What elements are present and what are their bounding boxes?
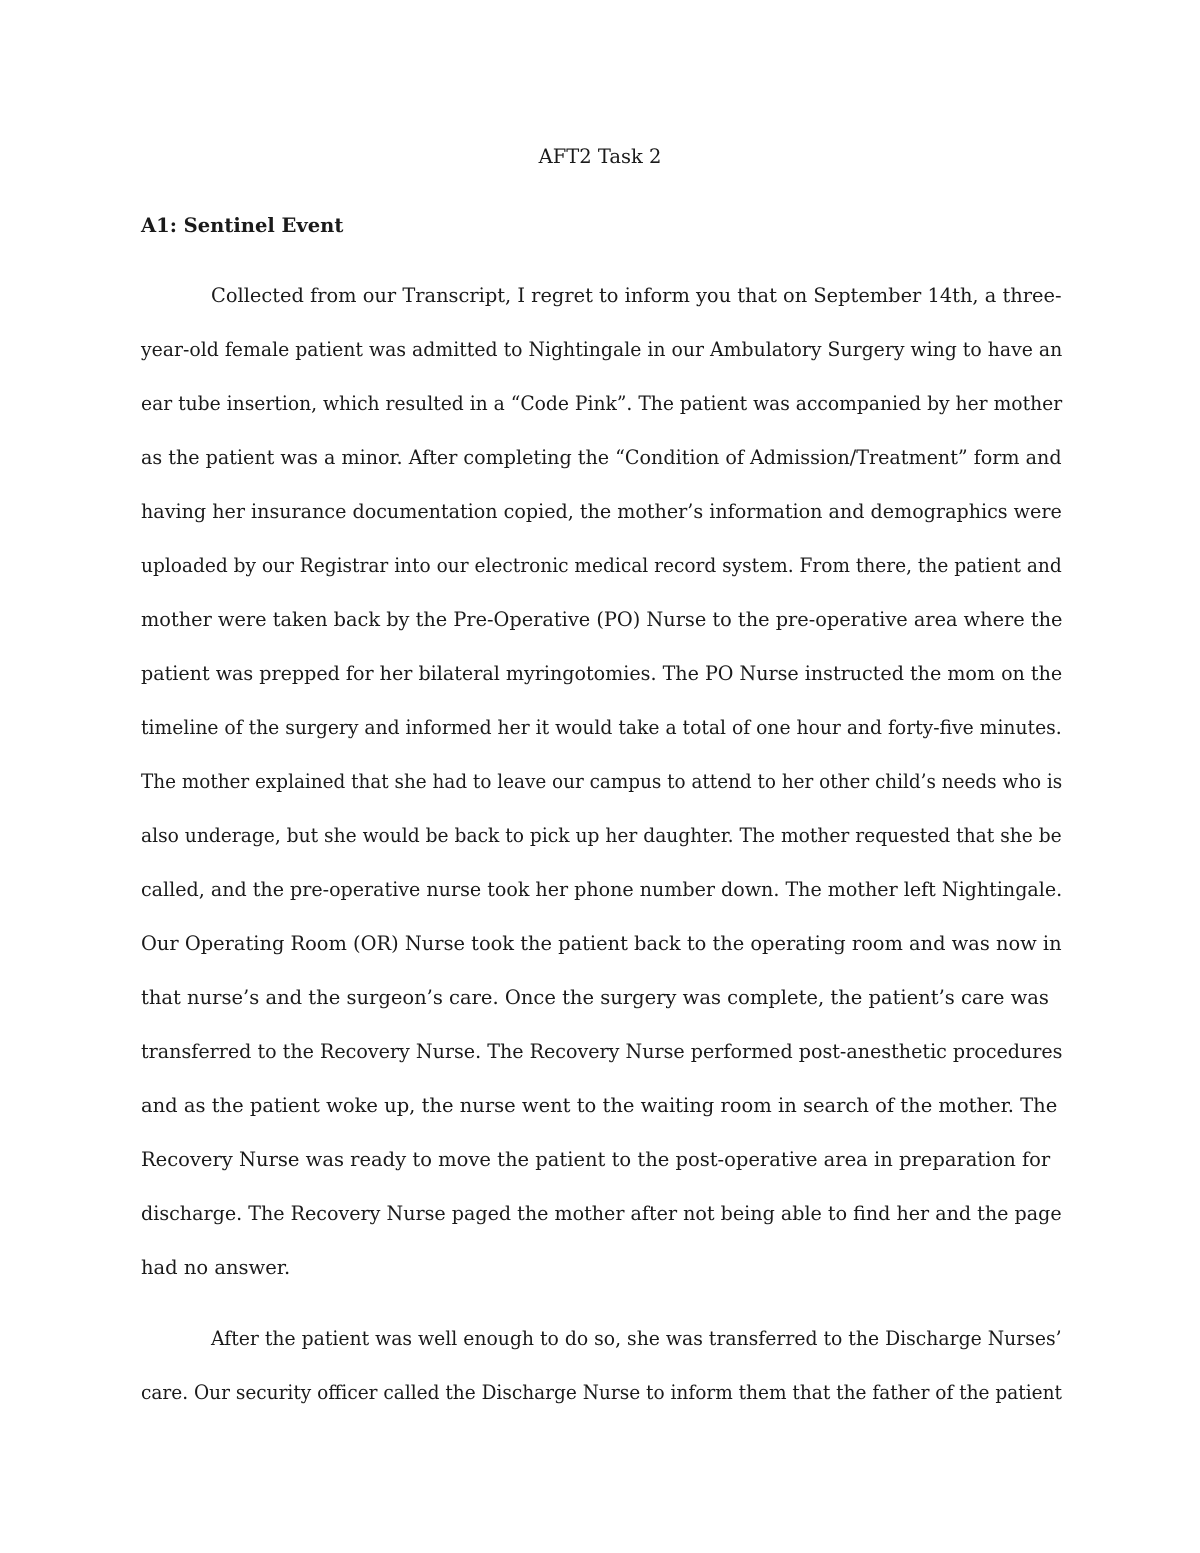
paragraph-line: uploaded by our Registrar into our electronic medical record system. From there, the patient and: [141, 554, 1062, 577]
paragraph-line: After the patient was well enough to do so, she was transferred to the Discharge Nurses’: [211, 1327, 1062, 1350]
paragraph-line: and as the patient woke up, the nurse went to the waiting room in search of the mother. The: [141, 1094, 1058, 1117]
paragraph-line: as the patient was a minor. After completing the “Condition of Admission/Treatment” form and: [141, 446, 1062, 469]
paragraph-line: timeline of the surgery and informed her it would take a total of one hour and forty-five minutes.: [141, 716, 1062, 739]
paragraph-line: ear tube insertion, which resulted in a “Code Pink”. The patient was accompanied by her mother: [141, 392, 1063, 415]
section-heading: A1: Sentinel Event: [141, 214, 344, 237]
paragraph-line: also underage, but she would be back to pick up her daughter. The mother requested that she be: [141, 824, 1062, 847]
paragraph-line: year-old female patient was admitted to Nightingale in our Ambulatory Surgery wing to have an: [141, 338, 1063, 361]
paragraph-line: Our Operating Room (OR) Nurse took the patient back to the operating room and was now in: [141, 932, 1062, 955]
paragraph-line: discharge. The Recovery Nurse paged the mother after not being able to find her and the page: [141, 1202, 1062, 1225]
document-title: AFT2 Task 2: [538, 145, 662, 168]
paragraph-line: Recovery Nurse was ready to move the patient to the post-operative area in preparation for: [141, 1148, 1051, 1171]
paragraph-line: called, and the pre-operative nurse took her phone number down. The mother left Nightingale.: [141, 878, 1063, 901]
paragraph-line: had no answer.: [141, 1256, 291, 1279]
paragraph-line: care. Our security officer called the Discharge Nurse to inform them that the father of the patient: [141, 1381, 1062, 1404]
paragraph-line: Collected from our Transcript, I regret to inform you that on September 14th, a three-: [211, 284, 1062, 307]
paragraph-line: that nurse’s and the surgeon’s care. Once the surgery was complete, the patient’s care was: [141, 986, 1049, 1009]
paragraph-line: having her insurance documentation copied, the mother’s information and demographics were: [141, 500, 1062, 523]
paragraph-line: transferred to the Recovery Nurse. The Recovery Nurse performed post-anesthetic procedures: [141, 1040, 1063, 1063]
paragraph-line: patient was prepped for her bilateral myringotomies. The PO Nurse instructed the mom on the: [141, 662, 1063, 685]
paragraph-line: The mother explained that she had to leave our campus to attend to her other child’s needs who is: [141, 770, 1063, 793]
paragraph-line: mother were taken back by the Pre-Operative (PO) Nurse to the pre-operative area where the: [141, 608, 1063, 631]
